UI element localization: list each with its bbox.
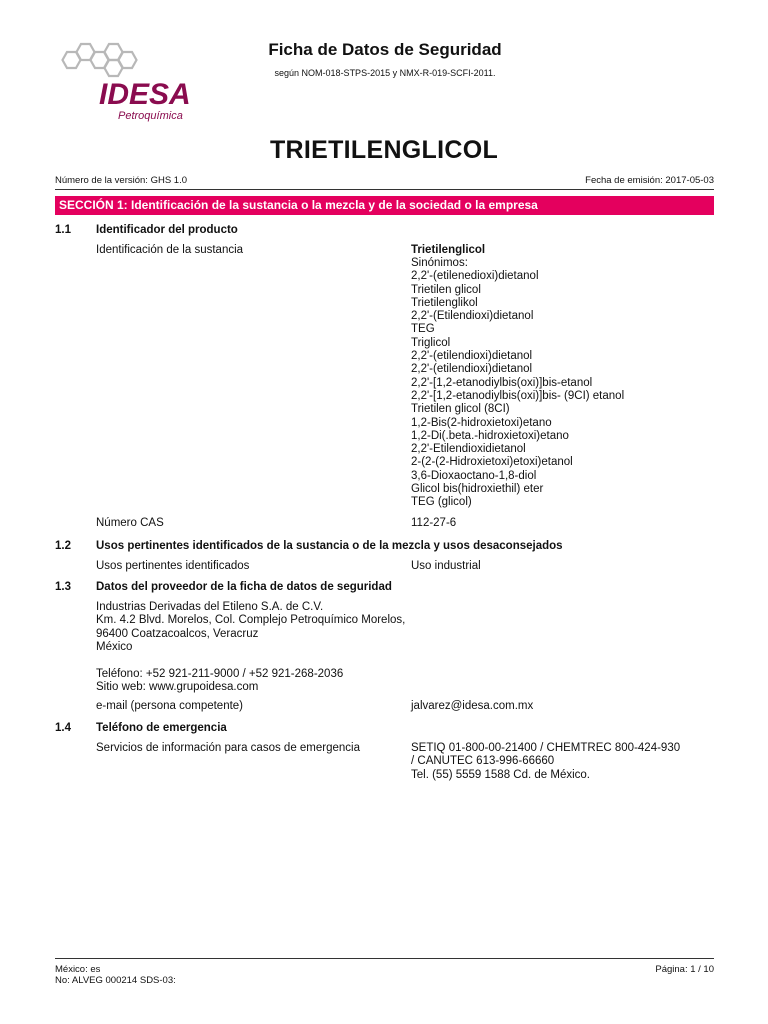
synonym-item: Glicol bis(hidroxiethil) eter [411,483,544,496]
version-number: Número de la versión: GHS 1.0 [55,175,188,186]
footer-language: México: es [55,964,101,975]
section-number: 1.4 [55,722,71,734]
section-heading: Usos pertinentes identificados de la sustancia o de la mezcla y usos desaconsejados [96,540,563,552]
logo-subtitle: Petroquímica [118,110,183,122]
document-title: TRIETILENGLICOL [269,136,499,164]
synonym-item: 1,2-Bis(2-hidroxietoxi)etano [411,416,552,429]
section-banner: SECCIÓN 1: Identificación de la sustancia o la mezcla y de la sociedad o la empresa [55,196,714,215]
section-number: 1.3 [55,581,71,593]
synonym-item: TEG (glicol) [411,496,472,509]
emergency-line: / CANUTEC 613-996-66660 [411,755,555,768]
synonym-item: 2,2'-(Etilendioxi)dietanol [411,310,534,323]
header-title: Ficha de Datos de Seguridad [268,40,502,59]
synonym-item: 2,2'-[1,2-etanodiylbis(oxi)]bis- (9CI) etanol [411,389,625,402]
supplier-address [96,601,405,654]
section-heading: Datos del proveedor de la ficha de datos de seguridad [96,581,392,593]
cas-label: Número CAS [96,517,164,529]
emergency-label: Servicios de información para casos de emergencia [96,742,360,754]
contact-line: Sitio web: www.grupoidesa.com [96,681,259,694]
substance-name: Trietilenglicol [411,244,486,256]
header-divider [55,189,714,190]
footer-doc-number: No: ALVEG 000214 SDS-03: [55,975,176,986]
section-heading: Teléfono de emergencia [96,722,227,734]
synonym-item: Trietilen glicol (8CI) [411,403,510,416]
uses-label: Usos pertinentes identificados [96,560,250,572]
header-subtitle: según NOM-018-STPS-2015 y NMX-R-019-SCFI-2011. [274,68,496,78]
synonym-item: 2,2'-Etilendioxidietanol [411,443,526,456]
page-number: Página: 1 / 10 [655,964,714,975]
synonym-item: 1,2-Di(.beta.-hidroxietoxi)etano [411,429,569,442]
synonym-item: TEG [411,323,435,336]
company-logo [52,40,222,128]
substance-label: Identificación de la sustancia [96,244,244,256]
synonym-item: 2-(2-(2-Hidroxietoxi)etoxi)etanol [411,456,573,469]
synonym-item: 2,2'-[1,2-etanodiylbis(oxi)]bis-etanol [411,376,593,389]
contact-line: Teléfono: +52 921-211-9000 / +52 921-268-2036 [96,668,344,680]
address-line: México [96,640,133,653]
synonym-item: Trietilenglikol [411,296,478,309]
synonym-item: 3,6-Dioxaoctano-1,8-diol [411,469,537,482]
synonyms-list [411,257,624,510]
footer-divider [55,958,714,959]
issue-date: Fecha de emisión: 2017-05-03 [585,175,714,186]
section-heading: Identificador del producto [96,224,238,236]
synonym-item: 2,2'-(etilenedioxi)dietanol [411,270,539,283]
synonym-item: Triglicol [411,336,451,349]
section-number: 1.2 [55,540,71,552]
uses-value: Uso industrial [411,560,481,572]
email-value[interactable]: jalvarez@idesa.com.mx [411,700,534,712]
emergency-line: Tel. (55) 5559 1588 Cd. de México. [411,768,590,781]
address-line: 96400 Coatzacoalcos, Veracruz [96,627,259,640]
cas-value: 112-27-6 [411,517,457,529]
synonym-item: 2,2'-(etilendioxi)dietanol [411,363,533,376]
email-label: e-mail (persona competente) [96,700,244,712]
emergency-line: SETIQ 01-800-00-21400 / CHEMTREC 800-424-930 [411,742,681,754]
emergency-values [411,742,680,782]
synonym-item: 2,2'-(etilendioxi)dietanol [411,350,533,363]
supplier-contact [96,668,343,695]
address-line: Industrias Derivadas del Etileno S.A. de C.V. [96,601,324,613]
synonym-item: Sinónimos: [411,257,468,269]
synonym-item: Trietilen glicol [411,283,481,296]
address-line: Km. 4.2 Blvd. Morelos, Col. Complejo Petroquímico Morelos, [96,614,406,627]
logo-wordmark: IDESA [99,78,191,111]
section-number: 1.1 [55,224,71,236]
